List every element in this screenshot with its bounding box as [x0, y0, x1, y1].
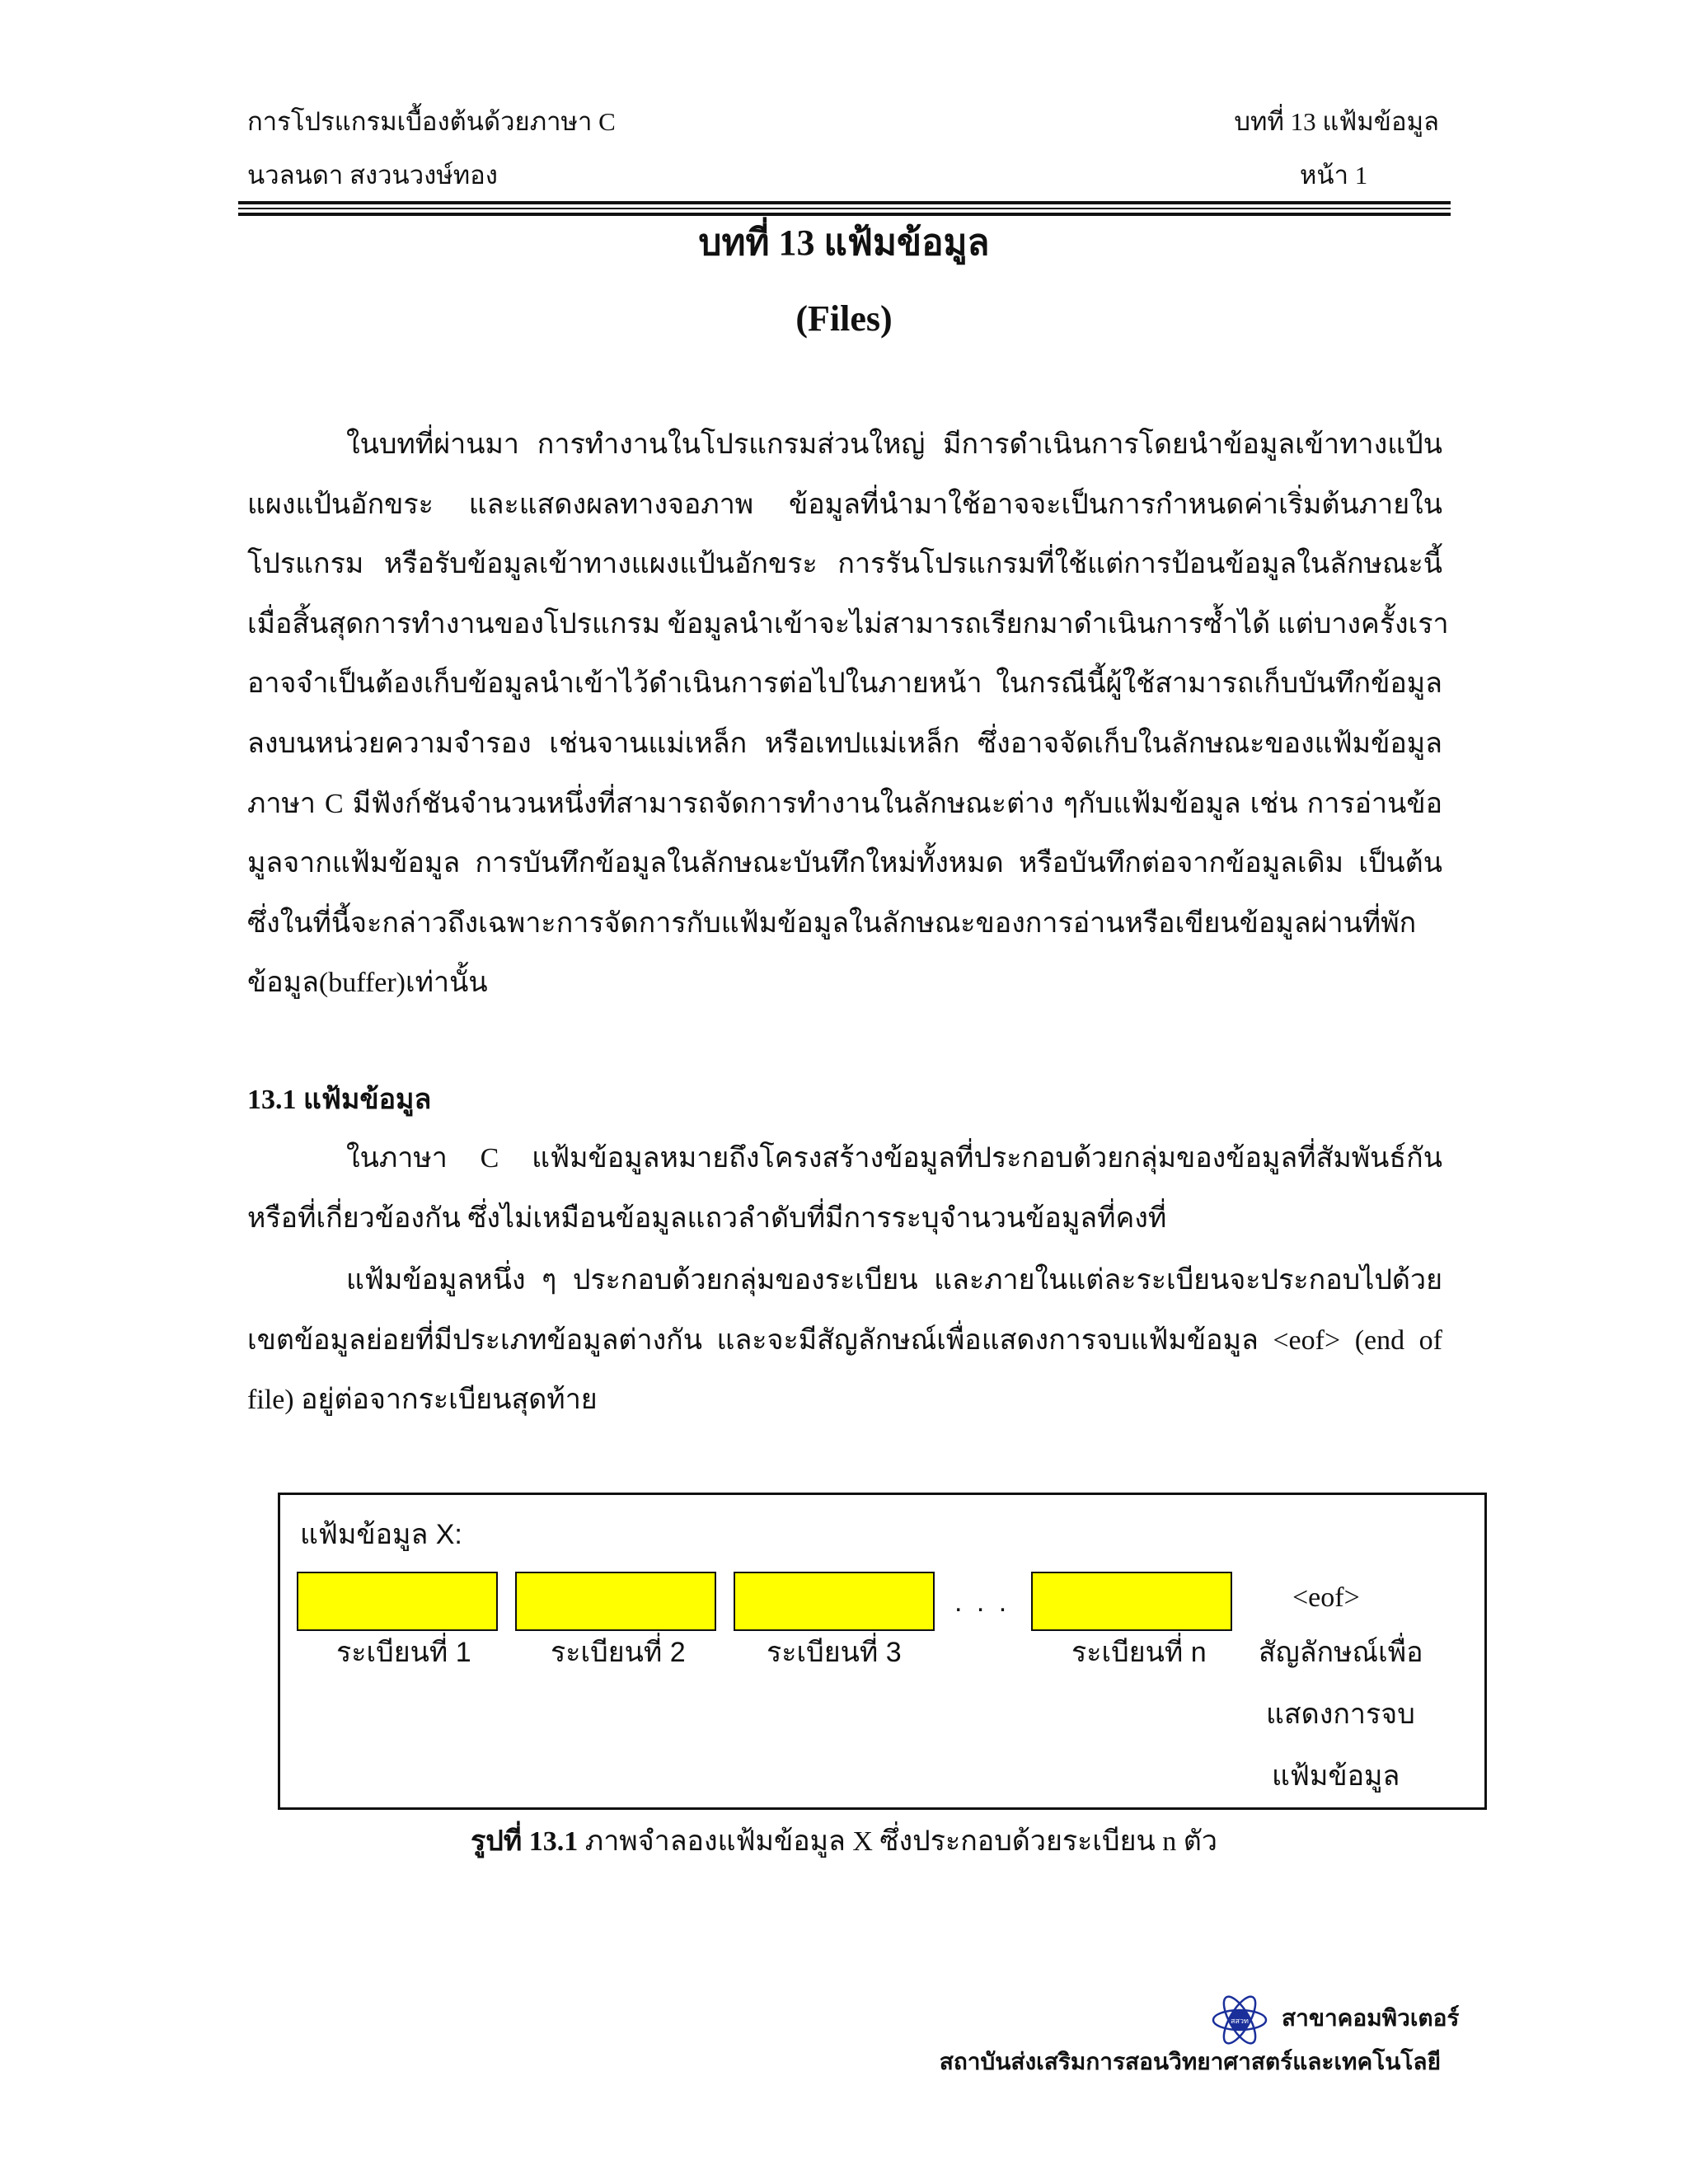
- header-rule-top: [238, 201, 1451, 204]
- record-label-n: ระเบียนที่ n: [1071, 1637, 1207, 1668]
- header-rule-middle: [238, 208, 1451, 209]
- text-line: file) อยู่ต่อจากระเบียนสุดท้าย: [247, 1385, 598, 1416]
- text-line: ภาษา C มีฟังก์ชันจำนวนหนึ่งที่สามารถจัดการทำงานในลักษณะต่าง ๆกับแฟ้มข้อมูล เช่น การอ่านข้อ: [247, 788, 1442, 819]
- section-paragraph-1: [247, 1129, 1442, 1249]
- institute-logo: [1210, 1990, 1269, 2050]
- text-line: มูลจากแฟ้มข้อมูล การบันทึกข้อมูลในลักษณะบันทึกใหม่ทั้งหมด หรือบันทึกต่อจากข้อมูลเดิม เป็นต้น: [247, 848, 1442, 879]
- record-box-3: [734, 1572, 935, 1631]
- footer-institute: สถาบันส่งเสริมการสอนวิทยาศาสตร์และเทคโนโลยี: [939, 2050, 1441, 2075]
- header-rule-bottom: [238, 213, 1451, 216]
- eof-description-line: แสดงการจบ: [1266, 1699, 1415, 1730]
- record-label-3: ระเบียนที่ 3: [767, 1637, 902, 1668]
- header-author: นวลนดา สงวนวงษ์ทอง: [247, 161, 498, 190]
- record-box-n: [1031, 1572, 1232, 1631]
- header-page-number: หน้า 1: [1300, 161, 1368, 190]
- record-label-2: ระเบียนที่ 2: [551, 1637, 686, 1668]
- text-line: ในบทที่ผ่านมา การทำงานในโปรแกรมส่วนใหญ่ มีการดำเนินการโดยนำข้อมูลเข้าทางแป้น: [346, 429, 1442, 460]
- chapter-subtitle: (Files): [795, 298, 893, 339]
- footer-department: สาขาคอมพิวเตอร์: [1282, 2006, 1460, 2032]
- eof-description-line: แฟ้มข้อมูล: [1272, 1760, 1400, 1792]
- text-line: ในภาษา C แฟ้มข้อมูลหมายถึงโครงสร้างข้อมูลที่ประกอบด้วยกลุ่มของข้อมูลที่สัมพันธ์กัน: [346, 1143, 1442, 1174]
- text-line: อาจจำเป็นต้องเก็บข้อมูลนำเข้าไว้ดำเนินการต่อไปในภายหน้า ในกรณีนี้ผู้ใช้สามารถเก็บบันทึกข้อมูล: [247, 668, 1442, 700]
- section-heading: 13.1 แฟ้มข้อมูล: [247, 1085, 432, 1115]
- text-line: แผงแป้นอักขระ และแสดงผลทางจอภาพ ข้อมูลที่นำมาใช้อาจจะเป็นการกำหนดค่าเริ่มต้นภายใน: [247, 489, 1442, 520]
- intro-paragraph: [247, 415, 1449, 1014]
- chapter-title: บทที่ 13 แฟ้มข้อมูล: [698, 223, 990, 263]
- record-box-1: [297, 1572, 498, 1631]
- record-label-1: ระเบียนที่ 1: [336, 1637, 471, 1668]
- figure-ellipsis: . . .: [954, 1586, 1010, 1618]
- figure-caption-number: รูปที่ 13.1: [471, 1826, 579, 1857]
- header-chapter: บทที่ 13 แฟ้มข้อมูล: [1234, 107, 1439, 136]
- text-line: ลงบนหน่วยความจำรอง เช่นจานแม่เหล็ก หรือเทปแม่เหล็ก ซึ่งอาจจัดเก็บในลักษณะของแฟ้มข้อมูล: [247, 728, 1442, 759]
- text-line: ข้อมูล(buffer)เท่านั้น: [247, 968, 488, 999]
- figure-caption: [0, 1823, 1688, 1861]
- text-line: เขตข้อมูลย่อยที่มีประเภทข้อมูลต่างกัน และจะมีสัญลักษณ์เพื่อแสดงการจบแฟ้มข้อมูล <eof> (end of: [247, 1324, 1442, 1356]
- logo-text: สสวท: [1231, 2018, 1249, 2026]
- figure-file-label: แฟ้มข้อมูล X:: [300, 1519, 462, 1550]
- header-book-title: การโปรแกรมเบื้องต้นด้วยภาษา C: [247, 107, 616, 136]
- eof-description-line: สัญลักษณ์เพื่อ: [1259, 1637, 1423, 1668]
- text-line: แฟ้มข้อมูลหนึ่ง ๆ ประกอบด้วยกลุ่มของระเบียน และภายในแต่ละระเบียนจะประกอบไปด้วย: [346, 1265, 1442, 1296]
- text-line: เมื่อสิ้นสุดการทำงานของโปรแกรม ข้อมูลนำเข้าจะไม่สามารถเรียกมาดำเนินการซ้ำได้ แต่บางครั้งเรา: [247, 608, 1449, 640]
- figure-caption-text: ภาพจำลองแฟ้มข้อมูล X ซึ่งประกอบด้วยระเบียน n ตัว: [578, 1826, 1217, 1857]
- section-paragraph-2: [247, 1251, 1442, 1431]
- text-line: โปรแกรม หรือรับข้อมูลเข้าทางแผงแป้นอักขระ การรันโปรแกรมที่ใช้แต่การป้อนข้อมูลในลักษณะนี้: [247, 549, 1442, 580]
- eof-symbol: <eof>: [1292, 1582, 1360, 1613]
- record-box-2: [515, 1572, 716, 1631]
- text-line: ซึ่งในที่นี้จะกล่าวถึงเฉพาะการจัดการกับแฟ้มข้อมูลในลักษณะของการอ่านหรือเขียนข้อมูลผ่านที่พัก: [247, 907, 1417, 939]
- text-line: หรือที่เกี่ยวข้องกัน ซึ่งไม่เหมือนข้อมูลแถวลำดับที่มีการระบุจำนวนข้อมูลที่คงที่: [247, 1202, 1167, 1234]
